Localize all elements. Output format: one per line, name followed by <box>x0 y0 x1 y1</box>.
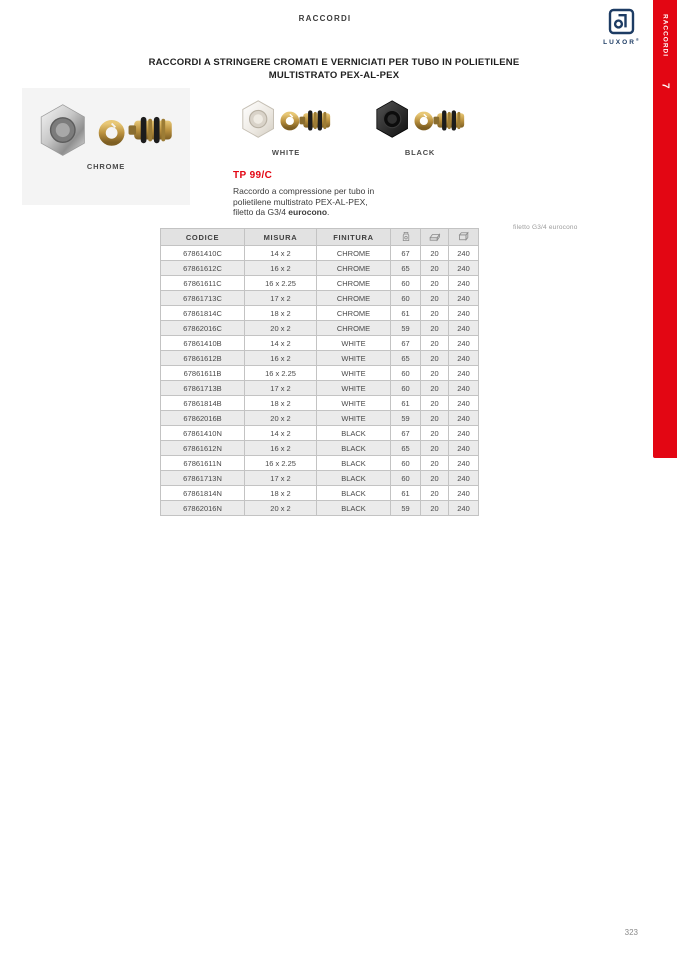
product-code: TP 99/C <box>233 170 273 181</box>
table-cell: BLACK <box>317 471 391 486</box>
table-cell: 240 <box>449 486 479 501</box>
table-cell: 240 <box>449 366 479 381</box>
table-cell: 20 <box>421 291 449 306</box>
table-cell: 18 x 2 <box>245 306 317 321</box>
box-icon <box>428 230 442 245</box>
column-header-carton <box>449 229 479 246</box>
table-cell: 18 x 2 <box>245 396 317 411</box>
table-cell: 67861612N <box>161 441 245 456</box>
table-cell: 67861814B <box>161 396 245 411</box>
product-photo-chrome <box>22 88 190 205</box>
table-cell: 60 <box>391 381 421 396</box>
table-cell: 60 <box>391 366 421 381</box>
product-description-line2: polietilene multistrato PEX-AL-PEX, <box>233 196 368 207</box>
table-cell: 240 <box>449 456 479 471</box>
table-cell: 14 x 2 <box>245 336 317 351</box>
table-cell: 60 <box>391 456 421 471</box>
table-cell: 240 <box>449 381 479 396</box>
table-cell: WHITE <box>317 366 391 381</box>
table-cell: 59 <box>391 501 421 516</box>
table-cell: 59 <box>391 321 421 336</box>
table-cell: 67861612B <box>161 351 245 366</box>
white-fitting-image <box>238 96 334 144</box>
table-row <box>161 486 479 501</box>
table-cell: 67862016C <box>161 321 245 336</box>
table-cell: 67861612C <box>161 261 245 276</box>
table-cell: 60 <box>391 276 421 291</box>
column-header-finitura: FINITURA <box>317 229 391 246</box>
table-cell: 16 x 2 <box>245 261 317 276</box>
table-row <box>161 276 479 291</box>
table-cell: 20 <box>421 321 449 336</box>
table-cell: 16 x 2 <box>245 441 317 456</box>
table-cell: 20 <box>421 261 449 276</box>
table-cell: BLACK <box>317 441 391 456</box>
section-tab-number: 7 <box>659 83 671 89</box>
table-cell: 240 <box>449 306 479 321</box>
table-cell: WHITE <box>317 411 391 426</box>
table-cell: 240 <box>449 321 479 336</box>
table-cell: 67861611N <box>161 456 245 471</box>
table-cell: 20 <box>421 426 449 441</box>
table-cell: 67861410B <box>161 336 245 351</box>
table-row <box>161 456 479 471</box>
table-row <box>161 396 479 411</box>
table-cell: 65 <box>391 441 421 456</box>
page-title-line1: RACCORDI A STRINGERE CROMATI E VERNICIATI PER TUBO IN POLIETILENE <box>148 57 520 68</box>
chrome-fitting-image <box>30 100 182 162</box>
table-cell: 67861713N <box>161 471 245 486</box>
table-cell: 20 <box>421 336 449 351</box>
table-body <box>161 246 479 516</box>
table-cell: 67 <box>391 426 421 441</box>
table-cell: 60 <box>391 291 421 306</box>
table-cell: 240 <box>449 276 479 291</box>
table-cell: 67861611B <box>161 366 245 381</box>
product-description-line1: Raccordo a compressione per tubo in <box>233 186 375 196</box>
column-header-bag <box>391 229 421 246</box>
table-cell: 17 x 2 <box>245 471 317 486</box>
table-cell: WHITE <box>317 351 391 366</box>
table-cell: 20 <box>421 381 449 396</box>
table-cell: 14 x 2 <box>245 246 317 261</box>
table-cell: 20 <box>421 501 449 516</box>
product-label-black: BLACK <box>404 148 436 157</box>
product-label-white: WHITE <box>271 148 301 157</box>
table-cell: CHROME <box>317 321 391 336</box>
product-photo-black <box>372 96 468 157</box>
table-cell: 17 x 2 <box>245 291 317 306</box>
bag-icon <box>400 230 412 245</box>
table-cell: 65 <box>391 261 421 276</box>
luxor-logo-icon <box>599 8 643 35</box>
brand-name: LUXOR® <box>603 37 639 47</box>
table-cell: 240 <box>449 291 479 306</box>
table-row <box>161 501 479 516</box>
table-cell: 20 <box>421 411 449 426</box>
table-cell: 240 <box>449 396 479 411</box>
table-cell: CHROME <box>317 291 391 306</box>
table-cell: 240 <box>449 336 479 351</box>
product-description-line3: filetto da G3/4 eurocono. <box>233 207 330 217</box>
table-row <box>161 321 479 336</box>
page-title-line2: MULTISTRATO PEX-AL-PEX <box>268 70 400 81</box>
table-cell: 20 <box>421 471 449 486</box>
table-cell: 20 <box>421 246 449 261</box>
table-cell: 18 x 2 <box>245 486 317 501</box>
table-row <box>161 366 479 381</box>
section-tab-label: RACCORDI <box>661 14 669 58</box>
page-number: 323 <box>624 928 638 937</box>
table-cell: 20 <box>421 456 449 471</box>
table-cell: 20 <box>421 306 449 321</box>
table-cell: 240 <box>449 351 479 366</box>
column-header-codice: CODICE <box>161 229 245 246</box>
table-cell: 67861713B <box>161 381 245 396</box>
product-table <box>160 228 479 516</box>
black-fitting-image <box>372 96 468 144</box>
table-row <box>161 471 479 486</box>
table-cell: CHROME <box>317 246 391 261</box>
table-row <box>161 291 479 306</box>
table-cell: 67861611C <box>161 276 245 291</box>
table-row <box>161 411 479 426</box>
table-cell: 16 x 2.25 <box>245 276 317 291</box>
registered-mark: ® <box>635 37 639 42</box>
table-cell: 67861814N <box>161 486 245 501</box>
table-cell: 67 <box>391 336 421 351</box>
table-row <box>161 261 479 276</box>
table-cell: BLACK <box>317 426 391 441</box>
table-cell: 240 <box>449 471 479 486</box>
page-title <box>0 56 668 82</box>
table-cell: CHROME <box>317 276 391 291</box>
table-cell: BLACK <box>317 486 391 501</box>
table-header-row <box>161 229 479 246</box>
table-cell: 240 <box>449 411 479 426</box>
table-cell: 59 <box>391 411 421 426</box>
product-label-chrome: CHROME <box>86 162 126 171</box>
table-row <box>161 381 479 396</box>
table-cell: 67862016N <box>161 501 245 516</box>
table-cell: 67 <box>391 246 421 261</box>
carton-icon <box>457 230 471 245</box>
table-cell: 240 <box>449 246 479 261</box>
table-cell: 60 <box>391 471 421 486</box>
table-cell: 20 <box>421 486 449 501</box>
product-description-block <box>233 170 483 218</box>
running-head: RACCORDI <box>298 14 352 23</box>
table-cell: 17 x 2 <box>245 381 317 396</box>
table-cell: 67862016B <box>161 411 245 426</box>
table-cell: 240 <box>449 501 479 516</box>
table-cell: 67861814C <box>161 306 245 321</box>
table-cell: 14 x 2 <box>245 426 317 441</box>
table-cell: 61 <box>391 486 421 501</box>
table-cell: WHITE <box>317 381 391 396</box>
table-row <box>161 336 479 351</box>
table-cell: 240 <box>449 426 479 441</box>
table-cell: 240 <box>449 441 479 456</box>
table-cell: 61 <box>391 306 421 321</box>
table-cell: 16 x 2.25 <box>245 366 317 381</box>
table-row <box>161 441 479 456</box>
column-header-box <box>421 229 449 246</box>
table-row <box>161 246 479 261</box>
table-cell: 20 x 2 <box>245 321 317 336</box>
table-cell: 240 <box>449 261 479 276</box>
table-cell: 67861410N <box>161 426 245 441</box>
table-cell: CHROME <box>317 261 391 276</box>
table-cell: 61 <box>391 396 421 411</box>
table-cell: 20 x 2 <box>245 411 317 426</box>
table-cell: 20 <box>421 441 449 456</box>
table-cell: BLACK <box>317 456 391 471</box>
table-cell: 65 <box>391 351 421 366</box>
table-cell: 67861713C <box>161 291 245 306</box>
table-cell: 20 <box>421 351 449 366</box>
table-cell: 20 <box>421 396 449 411</box>
table-cell: 20 <box>421 276 449 291</box>
product-description <box>233 186 483 218</box>
table-header <box>161 229 479 246</box>
brand-logo <box>599 8 643 46</box>
table-cell: WHITE <box>317 396 391 411</box>
table-row <box>161 426 479 441</box>
table-cell: 20 x 2 <box>245 501 317 516</box>
table-cell: 16 x 2.25 <box>245 456 317 471</box>
table-cell: 16 x 2 <box>245 351 317 366</box>
product-photo-white <box>238 96 334 157</box>
table-row <box>161 306 479 321</box>
table-cell: 20 <box>421 366 449 381</box>
table-cell: BLACK <box>317 501 391 516</box>
table-cell: WHITE <box>317 336 391 351</box>
table-cell: 67861410C <box>161 246 245 261</box>
table-cell: CHROME <box>317 306 391 321</box>
table-row <box>161 351 479 366</box>
thread-note: filetto G3/4 eurocono <box>513 224 578 231</box>
column-header-misura: MISURA <box>245 229 317 246</box>
